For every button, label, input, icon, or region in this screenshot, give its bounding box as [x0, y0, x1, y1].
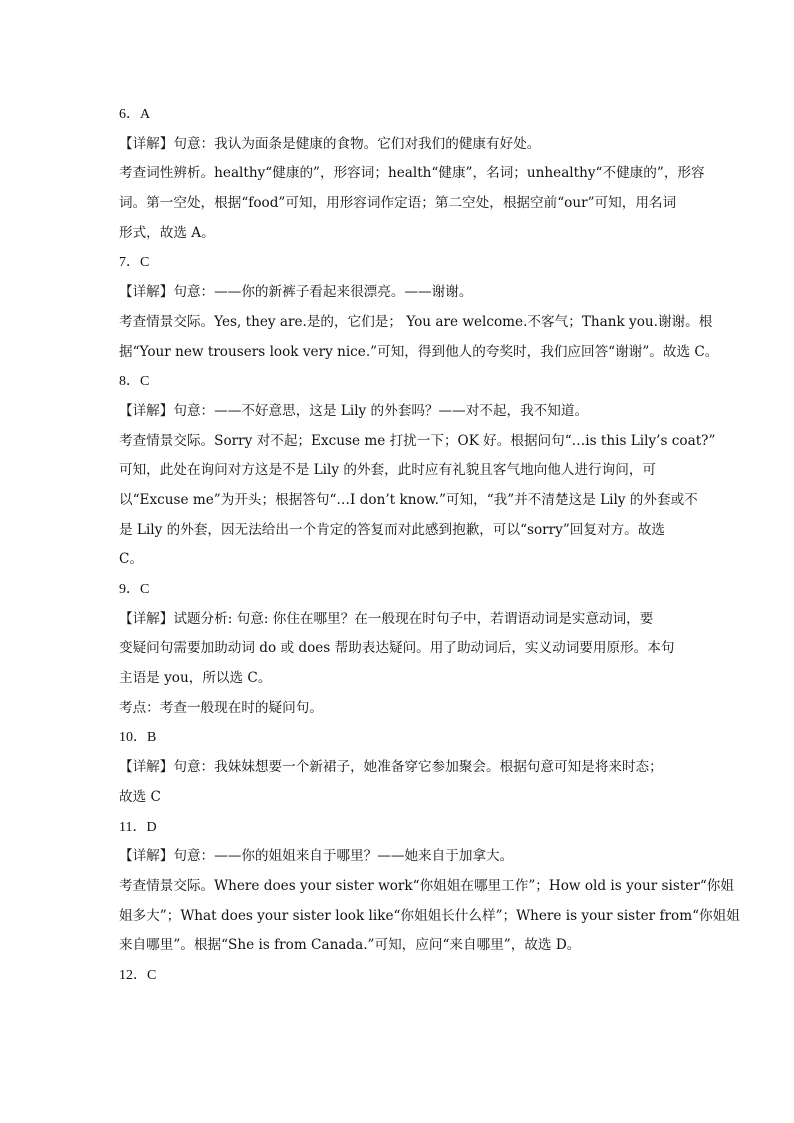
question-number: 8．C: [119, 374, 150, 390]
explanation-line: 考点：考查一般现在时的疑问句。: [119, 699, 323, 716]
explanation-line: 【详解】句意：——不好意思，这是 Lily 的外套吗？——对不起，我不知道。: [119, 402, 589, 419]
explanation-line: 词。第一空处，根据“food”可知，用形容词作定语；第二空处，根据空前“our”可知，用名词: [119, 195, 677, 212]
explanation-line: 【详解】句意：我妹妹想要一个新裙子，她准备穿它参加聚会。根据句意可知是将来时态；: [119, 759, 663, 776]
explanation-line: 考查情景交际。Where does your sister work“你姐姐在哪里工作”；How old is your sister“你姐: [119, 877, 734, 894]
question-number: 6．A: [119, 107, 151, 122]
explanation-line: 形式，故选 A。: [119, 224, 215, 241]
explanation-line: 来自哪里”。根据“She is from Canada.”可知，应问“来自哪里”，故选 D。: [119, 937, 581, 954]
question-number: 12．C: [119, 967, 157, 983]
question-number: 10．B: [119, 730, 157, 746]
explanation-line: 【详解】试题分析: 句意: 你住在哪里？在一般现在时句子中，若谓语动词是实意动词，要: [119, 610, 654, 627]
explanation-line: 考查情景交际。Yes, they are.是的，它们是； You are welcome.不客气；Thank you.谢谢。根: [119, 313, 713, 330]
explanation-line: 可知，此处在询问对方这是不是 Lily 的外套，此时应有礼貌且客气地向他人进行询问，可: [119, 462, 657, 479]
explanation-line: 故选 C: [119, 788, 161, 805]
question-number: 11．D: [119, 819, 157, 835]
answer-explanations: [119, 100, 740, 991]
explanation-line: 变疑问句需要加助动词 do 或 does 帮助表达疑问。用了助动词后，实义动词要用原形。本句: [119, 640, 675, 657]
explanation-line: 【详解】句意：我认为面条是健康的食物。它们对我们的健康有好处。: [119, 135, 541, 152]
explanation-line: 【详解】句意：——你的姐姐来自于哪里？——她来自于加拿大。: [119, 848, 514, 865]
explanation-line: 主语是 you，所以选 C。: [119, 670, 272, 687]
question-number: 7．C: [119, 255, 150, 271]
explanation-line: 考查词性辨析。healthy“健康的”，形容词；health“健康”，名词；unhealthy“不健康的”，形容: [119, 165, 705, 182]
question-number: 9．C: [119, 582, 150, 597]
explanation-line: C。: [119, 551, 143, 568]
explanation-line: 考查情景交际。Sorry 对不起；Excuse me 打扰一下；OK 好。根据问句“…is this Lily’s coat?”: [119, 432, 716, 449]
explanation-line: 以“Excuse me”为开头；根据答句“…I don’t know.”可知，“我”并不清楚这是 Lily 的外套或不: [119, 491, 698, 508]
explanation-line: 据“Your new trousers look very nice.”可知，得到他人的夸奖时，我们应回答“谢谢”。故选 C。: [119, 343, 719, 360]
explanation-line: 是 Lily 的外套，因无法给出一个肯定的答复而对此感到抱歉，可以“sorry”回复对方。故选: [119, 521, 665, 538]
explanation-line: 姐多大”；What does your sister look like“你姐姐长什么样”；Where is your sister from“你姐姐: [119, 907, 740, 924]
explanation-line: 【详解】句意：——你的新裤子看起来很漂亮。——谢谢。: [119, 284, 473, 301]
